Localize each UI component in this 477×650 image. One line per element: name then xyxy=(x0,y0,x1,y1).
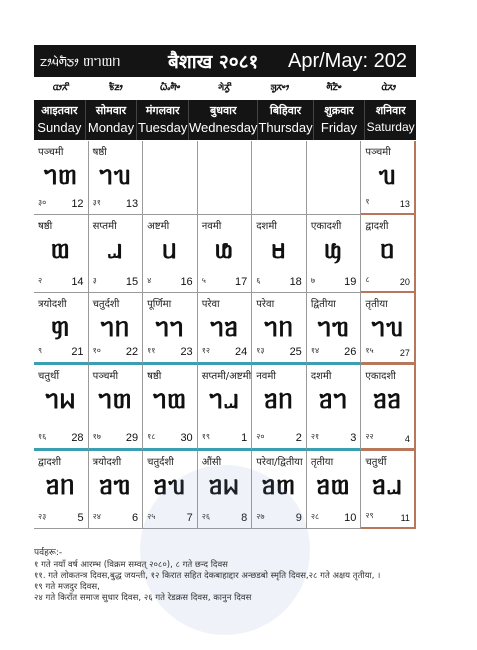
day-cell[interactable] xyxy=(198,365,253,451)
tithi-label: एकादशी xyxy=(365,371,396,382)
limbu-day-sun: ᤂᤣᤖᤡ xyxy=(52,80,70,93)
nepali-date: ३ xyxy=(92,276,97,285)
nepali-date: २९ xyxy=(365,511,374,520)
day-cell[interactable] xyxy=(307,215,362,293)
day-cell[interactable] xyxy=(34,215,89,293)
english-date: 1 xyxy=(241,432,248,444)
tithi-label: चतुर्दशी xyxy=(147,457,174,468)
tithi-label: नवमी xyxy=(201,221,222,232)
day-cell[interactable] xyxy=(361,451,416,529)
english-date: 13 xyxy=(125,198,139,210)
nepali-date: ६ xyxy=(256,276,261,285)
tithi-label: तृतीया xyxy=(365,299,388,310)
nepali-date: १६ xyxy=(38,432,47,441)
weekday-tuesday xyxy=(137,100,189,140)
nepali-date: २१ xyxy=(310,432,320,441)
tithi-label: तृतीया xyxy=(310,457,334,468)
nepali-date: १० xyxy=(92,346,101,355)
day-cell[interactable] xyxy=(89,215,144,293)
limbu-day-thu: ᤈᤢᤖᤴᤣ xyxy=(270,80,289,93)
tithi-label: परेवा/द्वितीया xyxy=(256,457,303,468)
limbu-day-row xyxy=(34,80,416,98)
english-date: 10 xyxy=(344,512,357,524)
empty-day-cell xyxy=(143,141,198,215)
limbu-date: ᥐᥒ xyxy=(264,313,294,343)
english-date: 26 xyxy=(344,346,357,358)
weekday-np: शनिवार xyxy=(375,104,406,117)
tithi-label: दशमी xyxy=(310,371,332,382)
tithi-label: त्रयोदशी xyxy=(92,457,122,468)
festival-line: ११. गते लोकतन्त्र दिवस,बुद्ध जयन्ती, १२ किरात सहित देकबाहाद्दार अन्छडबो स्मृति दिवस,२८ गते अक्षय तृतीया, । xyxy=(34,571,381,581)
nepali-date: २५ xyxy=(147,512,156,521)
nepali-date: ७ xyxy=(310,276,315,285)
nepali-date: २६ xyxy=(201,512,211,521)
empty-day-cell xyxy=(252,141,307,215)
nepali-date: ४ xyxy=(147,276,152,285)
tithi-label: पञ्चमी xyxy=(92,371,119,382)
nepali-date: १३ xyxy=(256,346,265,355)
weekday-np: बुधवार xyxy=(209,104,237,117)
day-cell[interactable] xyxy=(361,293,416,365)
tithi-label: चतुर्दशी xyxy=(92,299,120,310)
nepali-date: ८ xyxy=(365,275,370,284)
english-date: 2 xyxy=(295,432,302,444)
english-date: 3 xyxy=(350,432,357,444)
tithi-label: चतुर्थी xyxy=(365,457,387,468)
nepali-date: १७ xyxy=(92,432,101,441)
english-date: 11 xyxy=(400,513,410,523)
english-date: 27 xyxy=(399,348,410,358)
nepali-date: १२ xyxy=(201,346,211,355)
english-date: 15 xyxy=(125,276,139,288)
weekday-header-row xyxy=(34,100,416,140)
english-date: 6 xyxy=(132,512,139,524)
day-cell[interactable] xyxy=(89,365,144,451)
english-date: 8 xyxy=(241,512,248,524)
day-cell[interactable] xyxy=(361,141,416,215)
day-cell[interactable] xyxy=(34,141,89,215)
english-date: 30 xyxy=(180,432,193,444)
english-date: 22 xyxy=(125,346,139,358)
limbu-day-wed: ᤆᤧᤖᤢᤡ xyxy=(218,80,232,93)
limbu-date: ᥔ xyxy=(378,161,397,191)
day-cell[interactable] xyxy=(198,215,253,293)
tithi-label: नवमी xyxy=(256,371,276,382)
limbu-date: ᥑᥖ xyxy=(262,471,296,501)
limbu-date: ᥐᥘ xyxy=(209,385,240,415)
nepali-date: ९ xyxy=(38,346,43,355)
english-date: 17 xyxy=(235,276,248,288)
limbu-day-tue: ᤐᤠᤱᤛᤠᤴ xyxy=(160,80,181,93)
nepali-date: २० xyxy=(256,432,265,441)
tithi-label: सप्तमी xyxy=(92,221,117,232)
calendar-week xyxy=(34,293,416,365)
nepali-date: ११ xyxy=(147,346,156,355)
limbu-day-fri: ᤛᤠᤁᤠᤴ xyxy=(326,80,342,93)
limbu-date: ᥐᥖ xyxy=(43,161,78,191)
weekday-thursday xyxy=(258,100,313,140)
limbu-title: ᤁᤣᤘᤧᤛᤠᤍᤣ ᥖᥐᥗᥒ xyxy=(40,51,121,70)
weekday-np: शुक्रवार xyxy=(324,104,354,117)
english-date: 21 xyxy=(71,346,84,358)
weekday-en: Friday xyxy=(320,120,358,135)
tithi-label: षष्ठी xyxy=(147,371,162,382)
limbu-date: ᥑᥕ xyxy=(209,471,240,501)
day-cell[interactable] xyxy=(34,293,89,365)
tithi-label: षष्ठी xyxy=(92,147,107,158)
limbu-date: ᥙ xyxy=(162,235,178,265)
nepali-date: १ xyxy=(365,197,370,206)
tithi-label: परेवा xyxy=(201,299,220,310)
day-cell[interactable] xyxy=(143,215,198,293)
limbu-date: ᥑᥔ xyxy=(153,471,186,501)
tithi-label: परेवा xyxy=(256,299,275,310)
tithi-label: दशमी xyxy=(256,221,277,232)
nepali-date: ५ xyxy=(201,276,206,285)
english-date: 7 xyxy=(186,512,193,524)
limbu-date: ᥐᥖ xyxy=(98,385,133,415)
english-date: 28 xyxy=(71,432,84,444)
weekday-np: मंगलवार xyxy=(145,104,180,117)
limbu-date: ᥞ xyxy=(51,313,71,343)
nepali-date: २७ xyxy=(256,512,265,521)
calendar-header xyxy=(34,45,416,77)
english-date: 4 xyxy=(404,434,410,444)
limbu-date: ᥑᥓ xyxy=(99,471,132,501)
day-cell[interactable] xyxy=(89,293,144,365)
day-cell[interactable] xyxy=(34,451,89,529)
limbu-date: ᥐᥓ xyxy=(317,313,350,343)
english-date: 29 xyxy=(125,432,139,444)
limbu-day-sat: ᤂᤧᤖᤣ xyxy=(381,80,396,93)
english-date: 20 xyxy=(399,277,410,287)
english-date: 23 xyxy=(180,346,193,358)
nepali-date: २३ xyxy=(38,512,47,521)
weekday-en: Monday xyxy=(87,120,135,135)
english-date: 12 xyxy=(71,198,84,210)
limbu-date: ᥐᥔ xyxy=(99,161,132,191)
day-cell[interactable] xyxy=(89,451,144,529)
english-date: 5 xyxy=(77,512,84,524)
limbu-day-mon: ᤃᤠᤏᤣ xyxy=(109,80,123,93)
nepali-date: २८ xyxy=(310,512,320,521)
limbu-date: ᥑᥒ xyxy=(46,471,76,501)
day-cell[interactable] xyxy=(252,365,307,451)
limbu-date: ᥚ xyxy=(214,235,234,265)
tithi-label: पञ्चमी xyxy=(365,147,391,158)
tithi-label: द्वादशी xyxy=(38,457,62,468)
nepali-date: ३० xyxy=(38,198,47,207)
weekday-np: आइतवार xyxy=(41,104,78,117)
limbu-date: ᥛ xyxy=(271,235,287,265)
tithi-label: द्वादशी xyxy=(365,221,389,232)
english-date: 14 xyxy=(71,276,84,288)
weekday-en: Saturday xyxy=(366,120,415,134)
tithi-label: पञ्चमी xyxy=(38,147,64,158)
limbu-date: ᥐᥔ xyxy=(371,313,404,343)
limbu-date: ᥐᥒ xyxy=(100,313,131,343)
day-cell[interactable] xyxy=(143,365,198,451)
nepali-date: २ xyxy=(38,276,43,285)
weekday-en: Sunday xyxy=(37,120,82,135)
limbu-date: ᥜ xyxy=(324,235,343,265)
tithi-label: अष्टमी xyxy=(147,221,170,232)
calendar-week xyxy=(34,215,416,293)
tithi-label: एकादशी xyxy=(310,221,342,232)
limbu-date: ᥑᥐ xyxy=(319,385,348,415)
weekday-en: Tuesday xyxy=(137,120,188,135)
tithi-label: पूर्णिमा xyxy=(147,299,172,310)
limbu-date: ᥐᥐ xyxy=(155,313,185,343)
tithi-label: द्वितीया xyxy=(310,299,336,310)
nepali-date: ३१ xyxy=(92,198,101,207)
limbu-date: ᥑᥗ xyxy=(316,471,351,501)
festival-line: १९ गते मजदुर दिवस, xyxy=(34,582,100,592)
nepali-date: १४ xyxy=(310,346,320,355)
day-cell[interactable] xyxy=(307,365,362,451)
weekday-en: Thursday xyxy=(258,120,313,135)
limbu-date: ᥝ xyxy=(380,235,396,265)
weekday-monday xyxy=(86,100,138,140)
limbu-date: ᥐᥑ xyxy=(210,313,239,343)
nepali-date: २२ xyxy=(365,432,374,441)
tithi-label: षष्ठी xyxy=(38,221,53,232)
english-date: 24 xyxy=(235,346,248,358)
day-cell[interactable] xyxy=(307,451,362,529)
day-cell[interactable] xyxy=(361,365,416,451)
weekday-sunday xyxy=(34,100,86,140)
english-date: 25 xyxy=(289,346,302,358)
day-cell[interactable] xyxy=(89,141,144,215)
festival-notes xyxy=(34,548,434,604)
tithi-label: औंसी xyxy=(201,457,222,468)
weekday-en: Wednesday xyxy=(189,120,258,135)
english-date: 18 xyxy=(289,276,302,288)
limbu-date: ᥑᥑ xyxy=(373,385,402,415)
limbu-date: ᥘ xyxy=(107,235,124,265)
day-cell[interactable] xyxy=(361,215,416,293)
tithi-label: त्रयोदशी xyxy=(38,299,67,310)
nepali-date: १८ xyxy=(147,432,156,441)
day-cell[interactable] xyxy=(252,215,307,293)
calendar-week xyxy=(34,141,416,215)
limbu-date: ᥑᥒ xyxy=(264,385,294,415)
weekday-saturday xyxy=(365,100,416,140)
nepali-date: १५ xyxy=(365,346,374,355)
limbu-date: ᥑᥘ xyxy=(372,471,403,501)
festival-line: १ गते नयाँ वर्ष आरम्भ (विक्रम सम्वत् २०८०), ८ गते छन्द दिवस xyxy=(34,560,228,570)
english-date: 16 xyxy=(180,276,193,288)
day-cell[interactable] xyxy=(307,293,362,365)
limbu-date: ᥗ xyxy=(51,235,71,265)
empty-day-cell xyxy=(198,141,253,215)
day-cell[interactable] xyxy=(252,293,307,365)
weekday-wednesday xyxy=(189,100,258,140)
limbu-date: ᥐᥕ xyxy=(45,385,77,415)
tithi-label: सप्तमी/अष्टमी xyxy=(201,371,252,382)
english-date: 9 xyxy=(295,512,302,524)
nepali-month-title: बैशाख २०८१ xyxy=(168,51,259,73)
tithi-label: चतुर्थी xyxy=(38,371,60,382)
weekday-np: बिहिवार xyxy=(269,104,302,117)
calendar-week xyxy=(34,365,416,451)
festival-line: २४ गते किराँत समाज सुधार दिवस, २६ गते रेडक्रस दिवस, कानुन दिवस xyxy=(34,593,252,603)
limbu-date: ᥐᥗ xyxy=(152,385,187,415)
empty-day-cell xyxy=(307,141,362,215)
festival-heading: पर्वहरू:- xyxy=(34,548,63,558)
weekday-friday xyxy=(314,100,366,140)
english-month-title: Apr/May: 202 xyxy=(288,49,407,72)
english-date: 19 xyxy=(344,276,357,288)
day-cell[interactable] xyxy=(34,365,89,451)
day-cell[interactable] xyxy=(143,293,198,365)
english-date: 13 xyxy=(399,199,410,209)
nepali-date: १९ xyxy=(201,432,211,441)
weekday-np: सोमवार xyxy=(95,104,127,117)
day-cell[interactable] xyxy=(198,293,253,365)
nepali-date: २४ xyxy=(92,512,101,521)
